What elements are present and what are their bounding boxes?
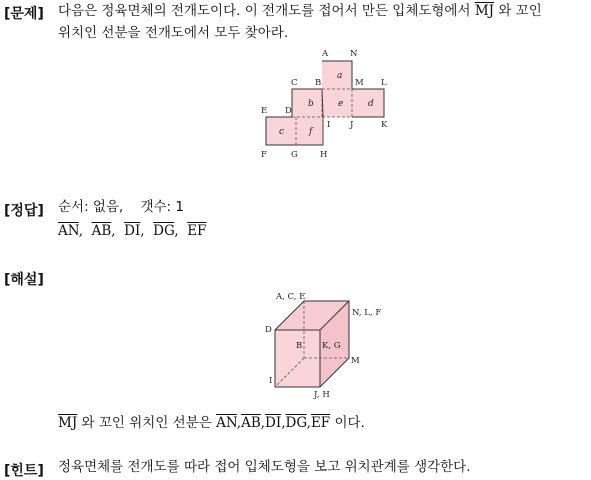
face-e (322, 89, 352, 117)
problem-segment: $\overline{MJ}$ (474, 3, 495, 19)
problem-line-1-pre: 다음은 정육면체의 전개도이다. 이 전개도를 접어서 만든 입체도형에서 (58, 3, 475, 19)
explanation-mid: 와 꼬인 위치인 선분은 (77, 415, 217, 431)
cube-label-KG: K, G (322, 341, 341, 351)
face-label-c: c (279, 127, 285, 137)
label-F: F (261, 150, 267, 160)
label-G: G (291, 150, 298, 160)
answer-segment: $\overline{AN}$ (58, 223, 79, 239)
explanation-segment-mj: $\overline{MJ}$ (58, 415, 78, 431)
cube-front-face (275, 330, 320, 387)
label-B: B (315, 78, 322, 88)
label-N: N (350, 49, 358, 59)
label-C: C (291, 78, 298, 88)
label-M: M (355, 78, 364, 88)
cube-label-M: M (351, 356, 360, 366)
cube-label-JH: J, H (314, 390, 330, 400)
explanation-segment: $\overline{AN}$ (216, 415, 237, 431)
answer-order: 순서: 없음, (58, 199, 124, 215)
answer-tag: [정답] (4, 203, 44, 219)
explanation-segment: $\overline{DG}$ (285, 415, 307, 431)
problem-line-1 (58, 5, 542, 19)
explanation-segment: $\overline{EF}$ (310, 415, 331, 431)
explanation-segment: $\overline{AB}$ (241, 415, 261, 431)
problem-line-1-post: 와 꼬인 (494, 3, 542, 19)
face-b (292, 89, 322, 117)
cube-net-diagram (255, 45, 395, 165)
answer-count: 갯수: 1 (140, 199, 184, 215)
answer-segment: $\overline{AB}$ (91, 223, 112, 239)
face-label-d: d (368, 99, 374, 109)
label-E: E (261, 106, 268, 116)
answer-segment: $\overline{DI}$ (124, 223, 141, 239)
label-D: D (285, 106, 292, 116)
answer-segment: $\overline{EF}$ (187, 223, 207, 239)
explanation-sentence: $\overline{MJ}$ 와 꼬인 위치인 선분은 $\overline{AN},\overline{AB},\overline{DI},\overline{DG},\overline{EF}$ 이다. (58, 415, 365, 431)
hint-tag: [힌트] (4, 463, 44, 479)
answer-segments: $\overline{AN}$, $\overline{AB}$, $\overline{DI}$, $\overline{DG}$, $\overline{EF}$ (58, 223, 207, 239)
hint-text: 정육면체를 전개도를 따라 접어 입체도형을 보고 위치관계를 생각한다. (58, 459, 471, 475)
explanation-tag: [해설] (4, 272, 44, 288)
face-label-a: a (337, 71, 343, 81)
cube-label-D: D (265, 325, 272, 335)
explanation-segment: $\overline{DI}$ (265, 415, 282, 431)
cube-label-NLF: N, L, F (352, 308, 382, 318)
explanation-post: 이다. (330, 415, 365, 431)
label-K: K (381, 120, 388, 130)
label-I: I (327, 120, 331, 130)
face-label-f: f (309, 127, 313, 137)
problem-tag: [문제] (4, 6, 44, 22)
cube-label-B: B (296, 341, 303, 351)
answer-segment: $\overline{DG}$ (153, 223, 175, 239)
answer-meta (58, 201, 184, 215)
problem-line-2: 위치인 선분을 전개도에서 모두 찾아라. (58, 25, 289, 41)
face-label-e: e (338, 99, 344, 109)
cube-label-I: I (269, 376, 273, 386)
label-H: H (320, 150, 328, 160)
face-label-b: b (308, 99, 314, 109)
cube-3d-diagram (260, 290, 390, 400)
label-L: L (381, 78, 387, 88)
cube-label-ACE: A, C, E (276, 292, 306, 302)
label-J: J (350, 120, 354, 130)
label-A: A (322, 49, 329, 59)
